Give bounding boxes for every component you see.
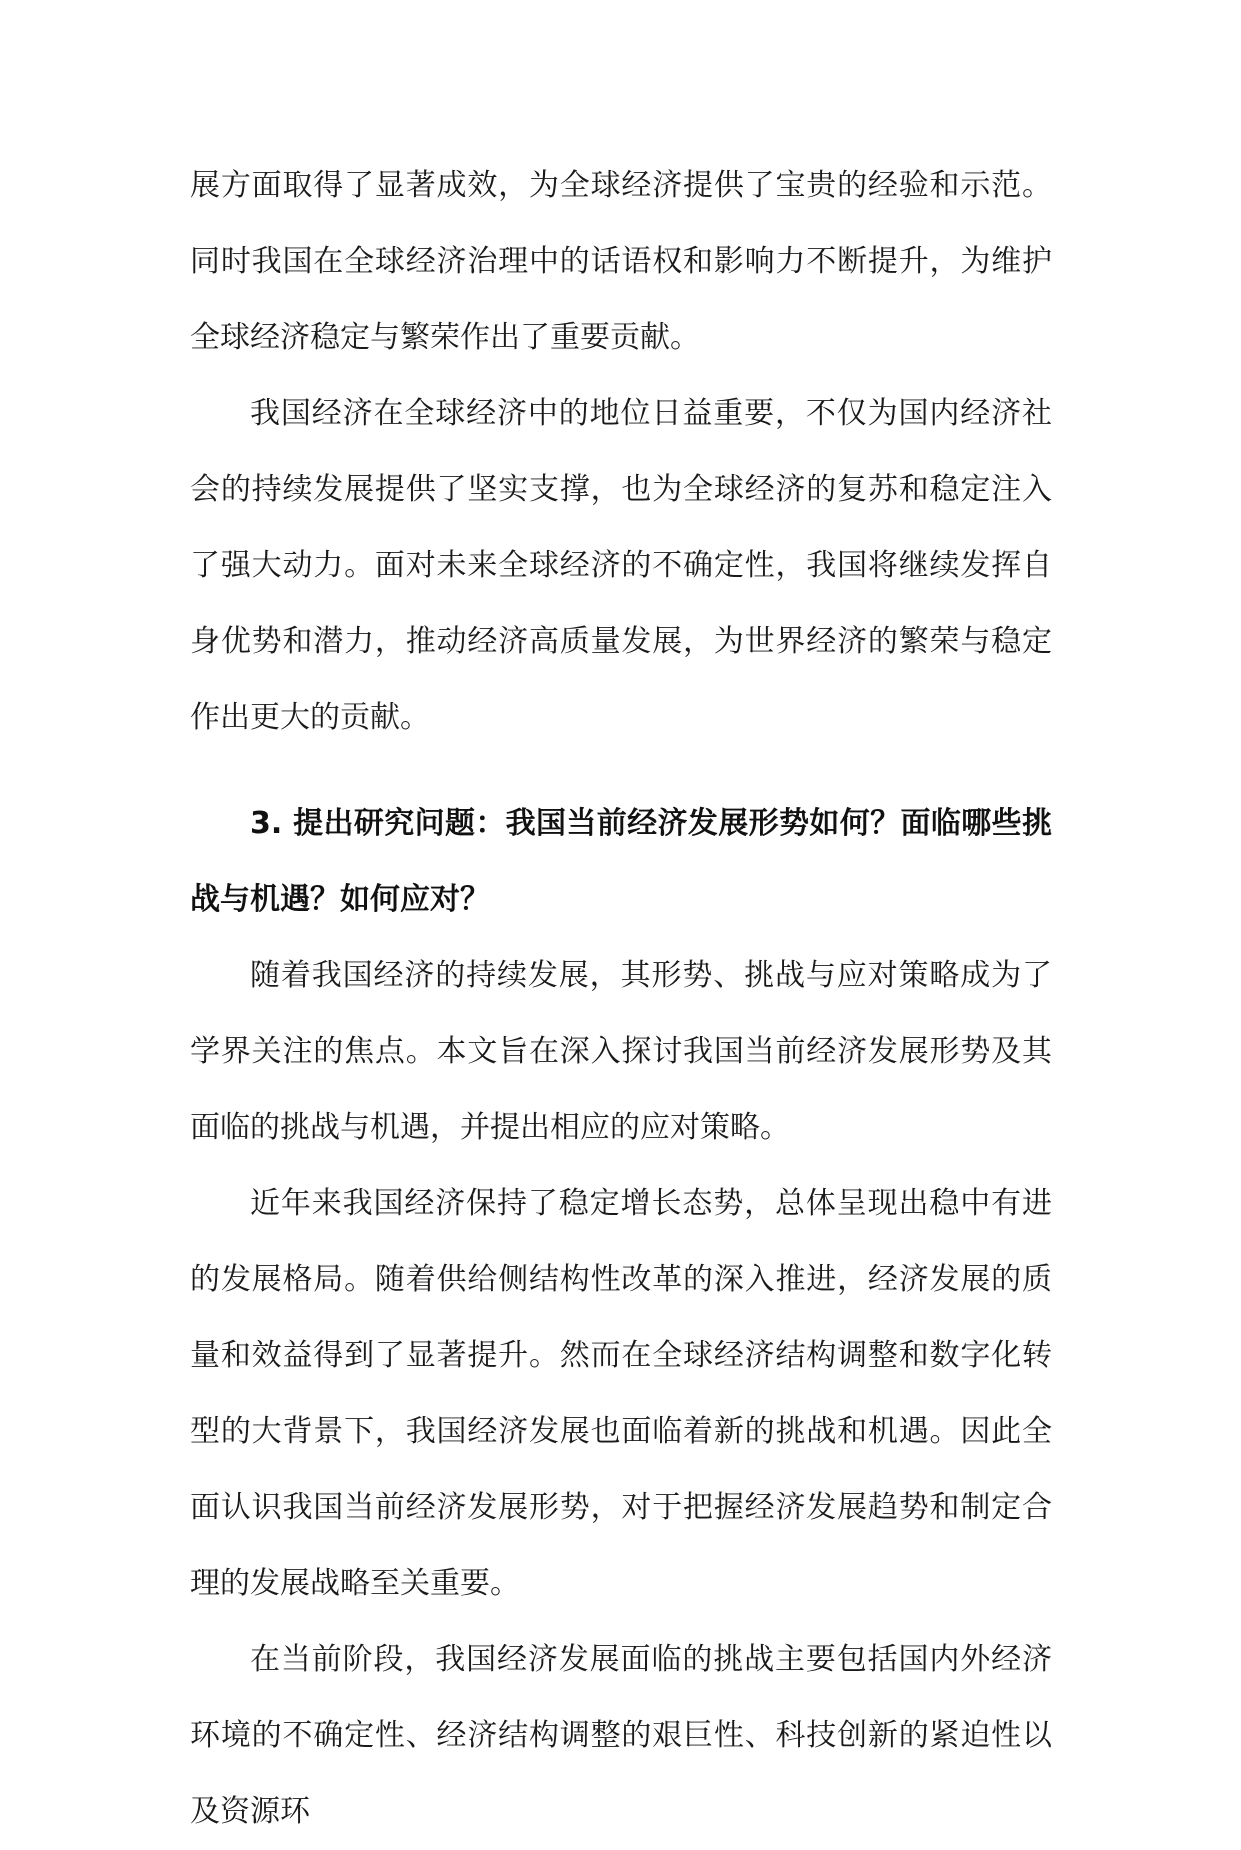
paragraph-research-focus: 随着我国经济的持续发展，其形势、挑战与应对策略成为了学界关注的焦点。本文旨在深入探讨我国当前经济发展形势及其面临的挑战与机遇，并提出相应的应对策略。 (190, 958, 1052, 1145)
paragraph-economic-trend: 近年来我国经济保持了稳定增长态势，总体呈现出稳中有进的发展格局。随着供给侧结构性改革的深入推进，经济发展的质量和效益得到了显著提升。然而在全球经济结构调整和数字化转型的大背景下，我国经济发展也面临着新的挑战和机遇。因此全面认识我国当前经济发展形势，对于把握经济发展趋势和制定合理的发展战略至关重要。 (190, 1186, 1052, 1601)
paragraph-challenges: 在当前阶段，我国经济发展面临的挑战主要包括国内外经济环境的不确定性、经济结构调整的艰巨性、科技创新的紧迫性以及资源环 (190, 1642, 1052, 1829)
paragraph-global-status: 我国经济在全球经济中的地位日益重要，不仅为国内经济社会的持续发展提供了坚实支撑，也为全球经济的复苏和稳定注入了强大动力。面对未来全球经济的不确定性，我国将继续发挥自身优势和潜力，推动经济高质量发展，为世界经济的繁荣与稳定作出更大的贡献。 (190, 396, 1052, 735)
document-body (190, 148, 1052, 1850)
paragraph-continued: 展方面取得了显著成效，为全球经济提供了宝贵的经验和示范。同时我国在全球经济治理中的话语权和影响力不断提升，为维护全球经济稳定与繁荣作出了重要贡献。 (190, 168, 1052, 355)
section-heading-research-question: 3. 提出研究问题：我国当前经济发展形势如何？面临哪些挑战与机遇？如何应对？ (190, 806, 1052, 917)
